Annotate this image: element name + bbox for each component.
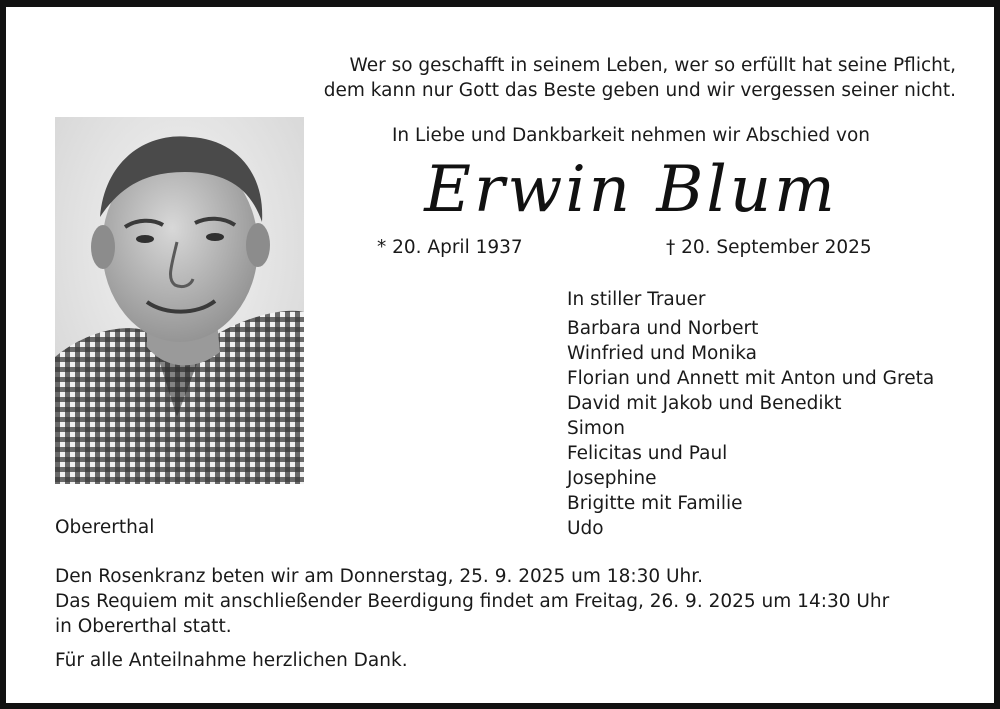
requiem-info-line-2: in Obererthal statt. — [55, 616, 232, 637]
rosary-info: Den Rosenkranz beten wir am Donnerstag, 25. 9. 2025 um 18:30 Uhr. — [55, 566, 704, 587]
list-item: Barbara und Norbert — [567, 318, 759, 339]
portrait-photo-icon — [55, 117, 304, 484]
mourner-names — [567, 316, 934, 541]
verse-line-1: Wer so geschafft in seinem Leben, wer so erfüllt hat seine Pflicht, — [349, 55, 956, 76]
thanks-note: Für alle Anteilnahme herzlichen Dank. — [55, 650, 408, 671]
list-item: David mit Jakob und Benedikt — [567, 393, 842, 414]
deceased-name: Erwin Blum — [424, 153, 838, 227]
list-item: Brigitte mit Familie — [567, 493, 743, 514]
location: Obererthal — [55, 517, 155, 538]
list-item: Florian und Annett mit Anton und Greta — [567, 368, 935, 389]
farewell-intro: In Liebe und Dankbarkeit nehmen wir Abschied von — [391, 125, 871, 146]
list-item: Udo — [567, 518, 604, 539]
mourners-list — [567, 287, 934, 541]
verse-line-2: dem kann nur Gott das Beste geben und wir vergessen seiner nicht. — [323, 80, 956, 101]
list-item: Josephine — [567, 468, 657, 489]
list-item: Winfried und Monika — [567, 343, 757, 364]
mourners-heading: In stiller Trauer — [567, 289, 706, 310]
requiem-info-line-1: Das Requiem mit anschließender Beerdigung findet am Freitag, 26. 9. 2025 um 14:30 Uhr — [55, 591, 890, 612]
list-item: Felicitas und Paul — [567, 443, 728, 464]
list-item: Simon — [567, 418, 625, 439]
service-details — [55, 564, 889, 673]
birth-date: * 20. April 1937 — [377, 237, 523, 258]
portrait-photo — [55, 117, 304, 484]
death-date: † 20. September 2025 — [666, 237, 872, 258]
